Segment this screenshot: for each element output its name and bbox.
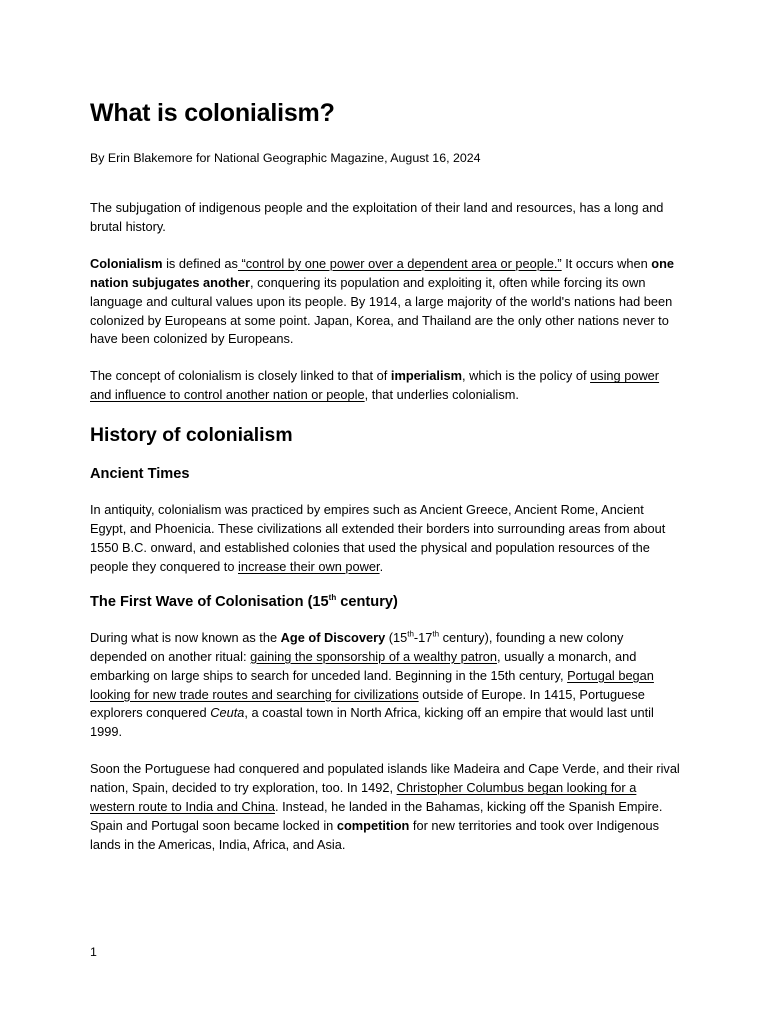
- patron-link[interactable]: gaining the sponsorship of a wealthy patron: [250, 648, 497, 664]
- ancient-times-paragraph: [90, 501, 682, 577]
- text-span: .: [379, 558, 384, 574]
- text-span: (15: [385, 629, 408, 645]
- text-span: , a coastal town in North Africa, kicking off an empire that would last until 1999.: [90, 705, 654, 740]
- text-span: The concept of colonialism is closely linked to that of: [90, 368, 391, 384]
- definition-link[interactable]: “control by one power over a dependent area or people.”: [237, 255, 562, 271]
- spain-paragraph: [90, 760, 682, 855]
- text-span: outside of Europe. In 1415, Portuguese explorers conquered: [90, 686, 645, 721]
- text-span: , that underlies colonialism.: [364, 387, 519, 403]
- ancient-times-heading: Ancient Times: [90, 466, 190, 483]
- page-title: What is colonialism?: [90, 99, 335, 127]
- imperialism-link[interactable]: using power and influence to control another nation or people: [90, 368, 660, 403]
- age-of-discovery-term: Age of Discovery: [280, 629, 386, 645]
- text-span: , which is the policy of: [462, 368, 591, 384]
- text-span: It occurs when: [561, 255, 652, 271]
- text-span: -17: [413, 629, 433, 645]
- text-span: is defined as: [162, 255, 238, 271]
- intro-paragraph: The subjugation of indigenous people and the exploitation of their land and resources, has a long and brutal history.: [90, 200, 664, 234]
- text-span: During what is now known as the: [90, 629, 281, 645]
- superscript: th: [407, 629, 414, 639]
- colonialism-term: Colonialism: [90, 255, 163, 271]
- text-span: In antiquity, colonialism was practiced by empires such as Ancient Greece, Ancient Rome, Ancient Egypt, and Phoenicia. These civilizations all extended their borders into surrounding areas from about 1550 B.C. onward, and established colonies that used the physical and population resources of the people they conquered to: [90, 502, 666, 574]
- text-span: for new territories and took over Indigenous lands in the Americas, India, Africa, and Asia.: [90, 817, 660, 852]
- byline: By Erin Blakemore for National Geographic Magazine, August 16, 2024: [90, 151, 481, 165]
- competition-term: competition: [336, 817, 410, 833]
- imperialism-paragraph: [90, 367, 682, 405]
- first-wave-heading: [90, 591, 682, 613]
- imperialism-term: imperialism: [390, 368, 463, 384]
- document-body: [90, 96, 682, 855]
- ceuta-italic: Ceuta: [210, 705, 245, 721]
- text-span: century), founding a new colony depended on another ritual:: [90, 629, 624, 664]
- columbus-link[interactable]: Christopher Columbus began looking for a western route to India and China: [90, 780, 637, 815]
- power-link[interactable]: increase their own power: [238, 558, 380, 574]
- text-span: . Instead, he landed in the Bahamas, kicking off the Spanish Empire. Spain and Portugal soon became locked in: [90, 799, 663, 833]
- text-span: , conquering its population and exploiting it, often while forcing its own language and cultural values upon its people. By 1914, a large majority of the world's nations had been colonized by Europeans at some point. Japan, Korea, and Thailand are the only other nations never to have been colonized by Europeans.: [90, 274, 673, 347]
- superscript: th: [328, 592, 337, 602]
- text-span: Soon the Portuguese had conquered and populated islands like Madeira and Cape Verde, and their rival nation, Spain, decided to try exploration, too. In 1492,: [90, 761, 680, 796]
- heading-part: The First Wave of Colonisation (15: [90, 593, 329, 610]
- age-of-discovery-paragraph: [90, 629, 682, 742]
- text-span: , usually a monarch, and embarking on large ships to search for unceded land. Beginning in the 15th century,: [90, 648, 637, 683]
- portugal-link[interactable]: Portugal began looking for new trade routes and searching for civilizations: [90, 667, 654, 702]
- superscript: th: [432, 629, 440, 639]
- history-heading: History of colonialism: [90, 424, 293, 447]
- definition-paragraph: [90, 255, 682, 350]
- heading-part: century): [336, 593, 398, 610]
- bold-phrase: one nation subjugates another: [90, 255, 675, 290]
- page-number: 1: [90, 945, 97, 959]
